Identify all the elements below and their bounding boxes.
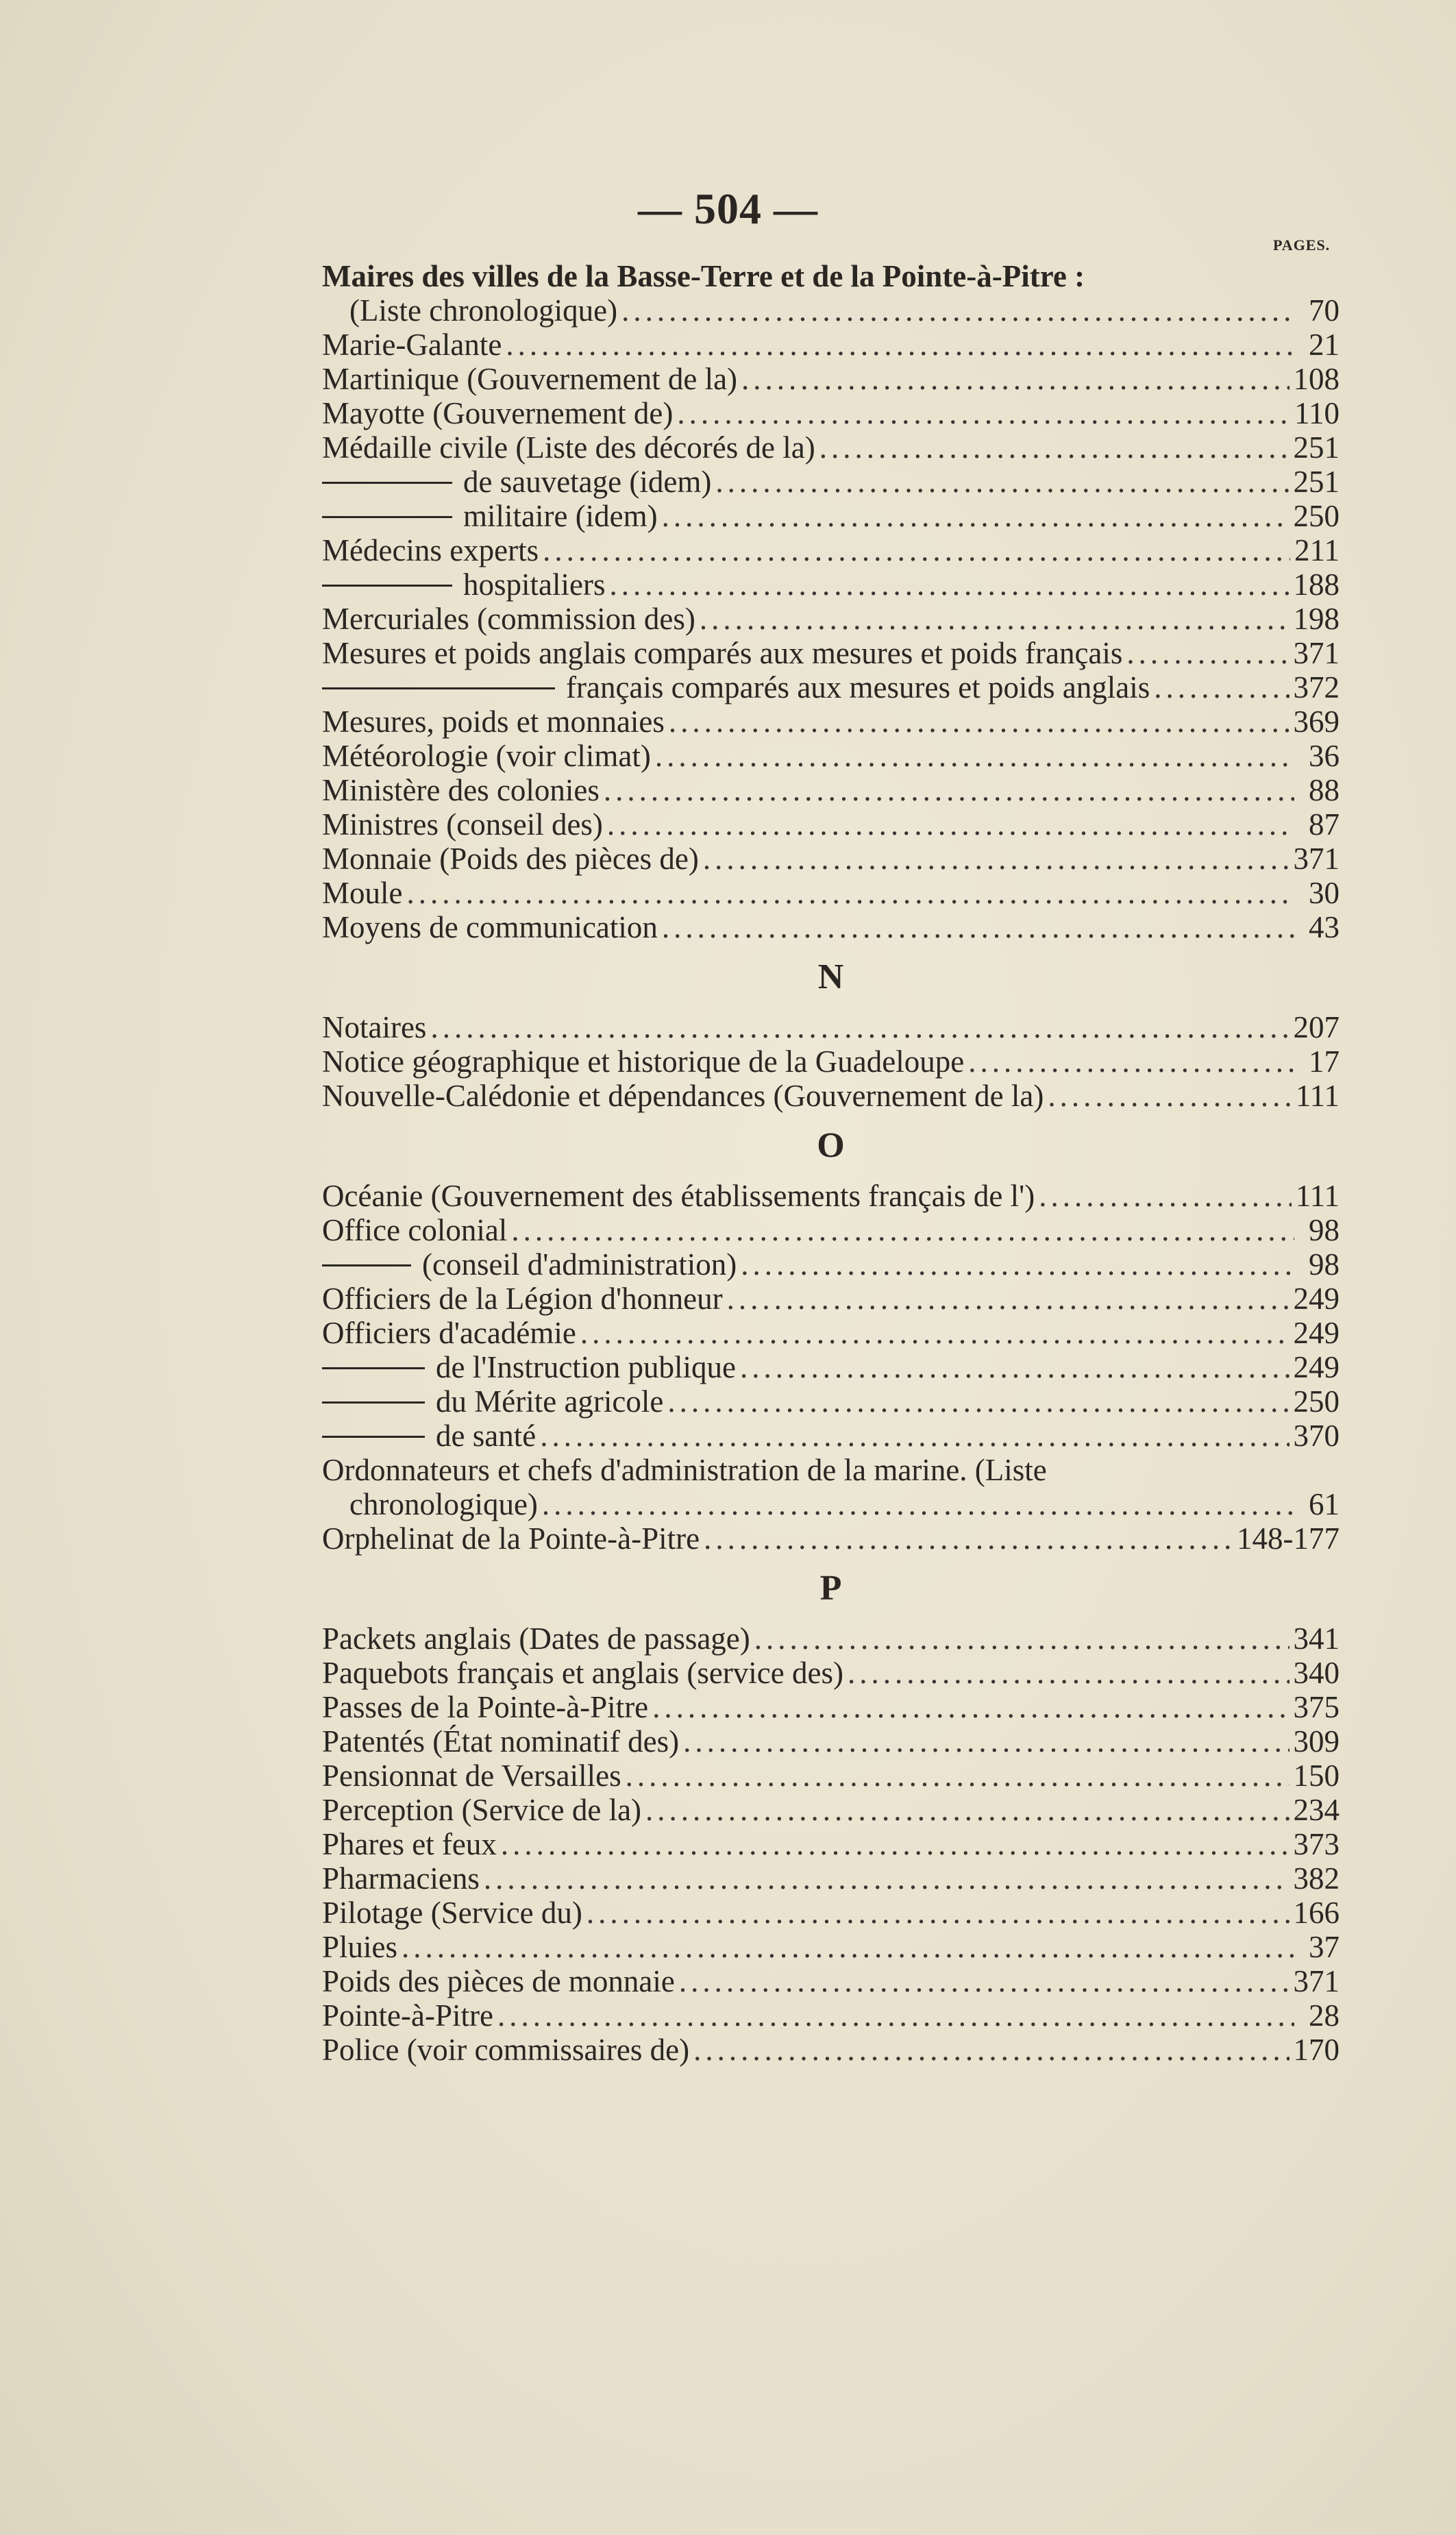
entry-page-number: 198 [1293,602,1340,636]
index-entry [322,1861,1340,1896]
leader-dots [703,842,1290,876]
entry-page-number: 371 [1293,636,1340,670]
entry-page-number: 150 [1293,1759,1340,1793]
leader-dots [655,739,1294,773]
index-entry [322,1930,1340,1964]
leader-dots [626,1759,1290,1793]
entry-page-number: 249 [1293,1282,1340,1316]
ditto-dash [322,1436,425,1438]
index-entry [322,259,1340,293]
entry-page-number: 148-177 [1237,1521,1340,1556]
index-entry [322,1521,1340,1556]
entry-page-number: 251 [1293,465,1340,499]
entry-label: Police (voir commissaires de) [322,2033,690,2067]
index-entry [322,739,1340,773]
leader-dots [604,773,1294,807]
index-entry [322,533,1340,567]
entry-label: Mesures, poids et monnaies [322,705,665,739]
ditto-dash [322,516,452,518]
entry-page-number: 340 [1293,1656,1340,1690]
leader-dots [621,293,1294,328]
index-entry [322,1656,1340,1690]
entry-page-number: 21 [1309,328,1340,362]
entry-page-number: 373 [1293,1827,1340,1861]
entry-label: Océanie (Gouvernement des établissements français de l') [322,1179,1035,1213]
index-entry [322,328,1340,362]
index-entry [322,842,1340,876]
entry-page-number: 37 [1309,1930,1340,1964]
ditto-dash [322,482,452,484]
entry-label: Monnaie (Poids des pièces de) [322,842,699,876]
entry-label: Perception (Service de la) [322,1793,642,1827]
entry-page-number: 250 [1293,499,1340,533]
entry-label: Pluies [322,1930,398,1964]
entry-page-number: 211 [1294,533,1340,567]
entry-label: (conseil d'administration) [422,1247,737,1282]
entry-page-number: 234 [1293,1793,1340,1827]
index-entry [322,1213,1340,1247]
entry-page-number: 166 [1293,1896,1340,1930]
entry-page-number: 61 [1309,1487,1340,1521]
entry-page-number: 251 [1293,430,1340,465]
leader-dots [741,362,1289,396]
entry-page-number: 371 [1293,1964,1340,1998]
index-entry [322,1453,1340,1487]
entry-page-number: 17 [1309,1044,1340,1079]
entry-label: Orphelinat de la Pointe-à-Pitre [322,1521,700,1556]
leader-dots [727,1282,1290,1316]
entry-page-number: 188 [1293,567,1340,602]
index-entry [322,1282,1340,1316]
leader-dots [704,1521,1233,1556]
index-entry [322,1044,1340,1079]
index-entry [322,1896,1340,1930]
entry-label: Mesures et poids anglais comparés aux mesures et poids français [322,636,1123,670]
entry-label: Passes de la Pointe-à-Pitre [322,1690,649,1724]
leader-dots [669,705,1290,739]
entry-label: Moyens de communication [322,910,658,944]
entry-label: Maires des villes de la Basse-Terre et de la Pointe-à-Pitre : [322,259,1085,293]
letter-heading-n: N [817,957,844,996]
index-entry [322,1690,1340,1724]
entry-label: Officiers de la Légion d'honneur [322,1282,723,1316]
entry-label: Météorologie (voir climat) [322,739,651,773]
leader-dots [542,1487,1294,1521]
entry-label: Pointe-à-Pitre [322,1998,493,2033]
entry-label: de sauvetage (idem) [463,465,712,499]
section-n [322,1010,1340,1113]
index-entry [322,1316,1340,1350]
leader-dots [715,465,1289,499]
leader-dots [501,1827,1290,1861]
leader-dots [484,1861,1290,1896]
entry-label: Packets anglais (Dates de passage) [322,1621,750,1656]
entry-label: Moule [322,876,403,910]
index-entry [322,910,1340,944]
letter-heading-p: P [819,1569,842,1608]
index-entry [322,2033,1340,2067]
entry-page-number: 111 [1295,1079,1340,1113]
index-entry [322,1350,1340,1384]
entry-label: français comparés aux mesures et poids anglais [566,670,1150,705]
section-o [322,1179,1340,1556]
ditto-dash [322,687,555,689]
entry-page-number: 249 [1293,1350,1340,1384]
entry-label: Notice géographique et historique de la Guadeloupe [322,1044,965,1079]
entry-label: Marie-Galante [322,328,502,362]
leader-dots [407,876,1295,910]
entry-page-number: 309 [1293,1724,1340,1759]
ditto-dash [322,1264,411,1266]
leader-dots [1126,636,1289,670]
leader-dots [506,328,1294,362]
entry-page-number: 341 [1293,1621,1340,1656]
leader-dots [662,910,1294,944]
entry-label: hospitaliers [463,567,606,602]
index-entry [322,1179,1340,1213]
index-entry [322,465,1340,499]
leader-dots [430,1010,1289,1044]
index-entry [322,1793,1340,1827]
index-entry [322,1724,1340,1759]
entry-label: Phares et feux [322,1827,497,1861]
entry-label: Pensionnat de Versailles [322,1759,621,1793]
leader-dots [679,1964,1290,1998]
leader-dots [652,1690,1289,1724]
entry-label: Martinique (Gouvernement de la) [322,362,738,396]
entry-page-number: 43 [1309,910,1340,944]
index-entry [322,807,1340,842]
entry-label: Nouvelle-Calédonie et dépendances (Gouvernement de la) [322,1079,1044,1113]
leader-dots [683,1724,1289,1759]
index-entry [322,362,1340,396]
leader-dots [693,2033,1289,2067]
leader-dots [700,602,1290,636]
leader-dots [740,1350,1289,1384]
entry-label: Notaires [322,1010,427,1044]
page-number: — 504 — [638,184,818,233]
leader-dots [645,1793,1289,1827]
entry-page-number: 88 [1309,773,1340,807]
letter-heading-o: O [817,1126,845,1165]
entry-label: militaire (idem) [463,499,658,533]
entry-page-number: 98 [1309,1213,1340,1247]
entry-page-number: 110 [1294,396,1340,430]
entry-label: Ministère des colonies [322,773,600,807]
leader-dots [968,1044,1294,1079]
entry-label: Pharmaciens [322,1861,480,1896]
leader-dots [609,567,1289,602]
entry-page-number: 36 [1309,739,1340,773]
index-entry [322,1759,1340,1793]
entry-label: Médaille civile (Liste des décorés de la) [322,430,815,465]
index-list [322,259,1340,2067]
section-m [322,259,1340,944]
entry-label: Ordonnateurs et chefs d'administration de la marine. (Liste [322,1453,1047,1487]
index-entry [322,499,1340,533]
entry-page-number: 369 [1293,705,1340,739]
entry-page-number: 249 [1293,1316,1340,1350]
entry-page-number: 250 [1293,1384,1340,1419]
leader-dots [580,1316,1290,1350]
index-entry [322,670,1340,705]
entry-page-number: 371 [1293,842,1340,876]
entry-label: Officiers d'académie [322,1316,576,1350]
entry-page-number: 170 [1293,2033,1340,2067]
leader-dots [1048,1079,1292,1113]
leader-dots [497,1998,1294,2033]
leader-dots [607,807,1294,842]
leader-dots [402,1930,1294,1964]
leader-dots [1154,670,1289,705]
entry-label: Patentés (État nominatif des) [322,1724,680,1759]
ditto-dash [322,1401,425,1404]
leader-dots [848,1656,1290,1690]
entry-label: Office colonial [322,1213,508,1247]
entry-label: de santé [436,1419,536,1453]
leader-dots [1039,1179,1292,1213]
leader-dots [511,1213,1294,1247]
entry-page-number: 30 [1309,876,1340,910]
entry-label: Pilotage (Service du) [322,1896,582,1930]
index-entry [322,1487,1340,1521]
index-entry [322,396,1340,430]
entry-page-number: 111 [1295,1179,1340,1213]
index-entry [322,567,1340,602]
leader-dots [662,499,1290,533]
leader-dots [540,1419,1289,1453]
entry-page-number: 370 [1293,1419,1340,1453]
index-entry [322,1247,1340,1282]
index-entry [322,1827,1340,1861]
index-entry [322,705,1340,739]
entry-label: Mercuriales (commission des) [322,602,695,636]
entry-label: (Liste chronologique) [349,293,618,328]
leader-dots [677,396,1290,430]
index-entry [322,1384,1340,1419]
index-entry [322,1079,1340,1113]
entry-label: du Mérite agricole [436,1384,664,1419]
index-entry [322,430,1340,465]
index-entry [322,636,1340,670]
index-entry [322,876,1340,910]
leader-dots [741,1247,1294,1282]
entry-label: Paquebots français et anglais (service des) [322,1656,843,1690]
leader-dots [667,1384,1289,1419]
leader-dots [587,1896,1290,1930]
ditto-dash [322,585,452,587]
ditto-dash [322,1367,425,1369]
entry-label: Mayotte (Gouvernement de) [322,396,674,430]
index-entry [322,1010,1340,1044]
entry-page-number: 108 [1293,362,1340,396]
index-entry [322,1998,1340,2033]
entry-label: Poids des pièces de monnaie [322,1964,675,1998]
entry-page-number: 28 [1309,1998,1340,2033]
entry-page-number: 87 [1309,807,1340,842]
index-entry [322,602,1340,636]
entry-label: Ministres (conseil des) [322,807,603,842]
entry-page-number: 382 [1293,1861,1340,1896]
leader-dots [543,533,1290,567]
index-entry [322,293,1340,328]
entry-page-number: 98 [1309,1247,1340,1282]
entry-page-number: 375 [1293,1690,1340,1724]
entry-label: Médecins experts [322,533,539,567]
index-entry [322,1964,1340,1998]
leader-dots [819,430,1290,465]
leader-dots [754,1621,1290,1656]
index-entry [322,1419,1340,1453]
entry-label: de l'Instruction publique [436,1350,737,1384]
pages-column-label: PAGES. [1273,236,1331,254]
section-p [322,1621,1340,2067]
index-entry [322,773,1340,807]
entry-page-number: 372 [1293,670,1340,705]
entry-page-number: 70 [1309,293,1340,328]
entry-label: chronologique) [349,1487,538,1521]
index-entry [322,1621,1340,1656]
entry-page-number: 207 [1293,1010,1340,1044]
